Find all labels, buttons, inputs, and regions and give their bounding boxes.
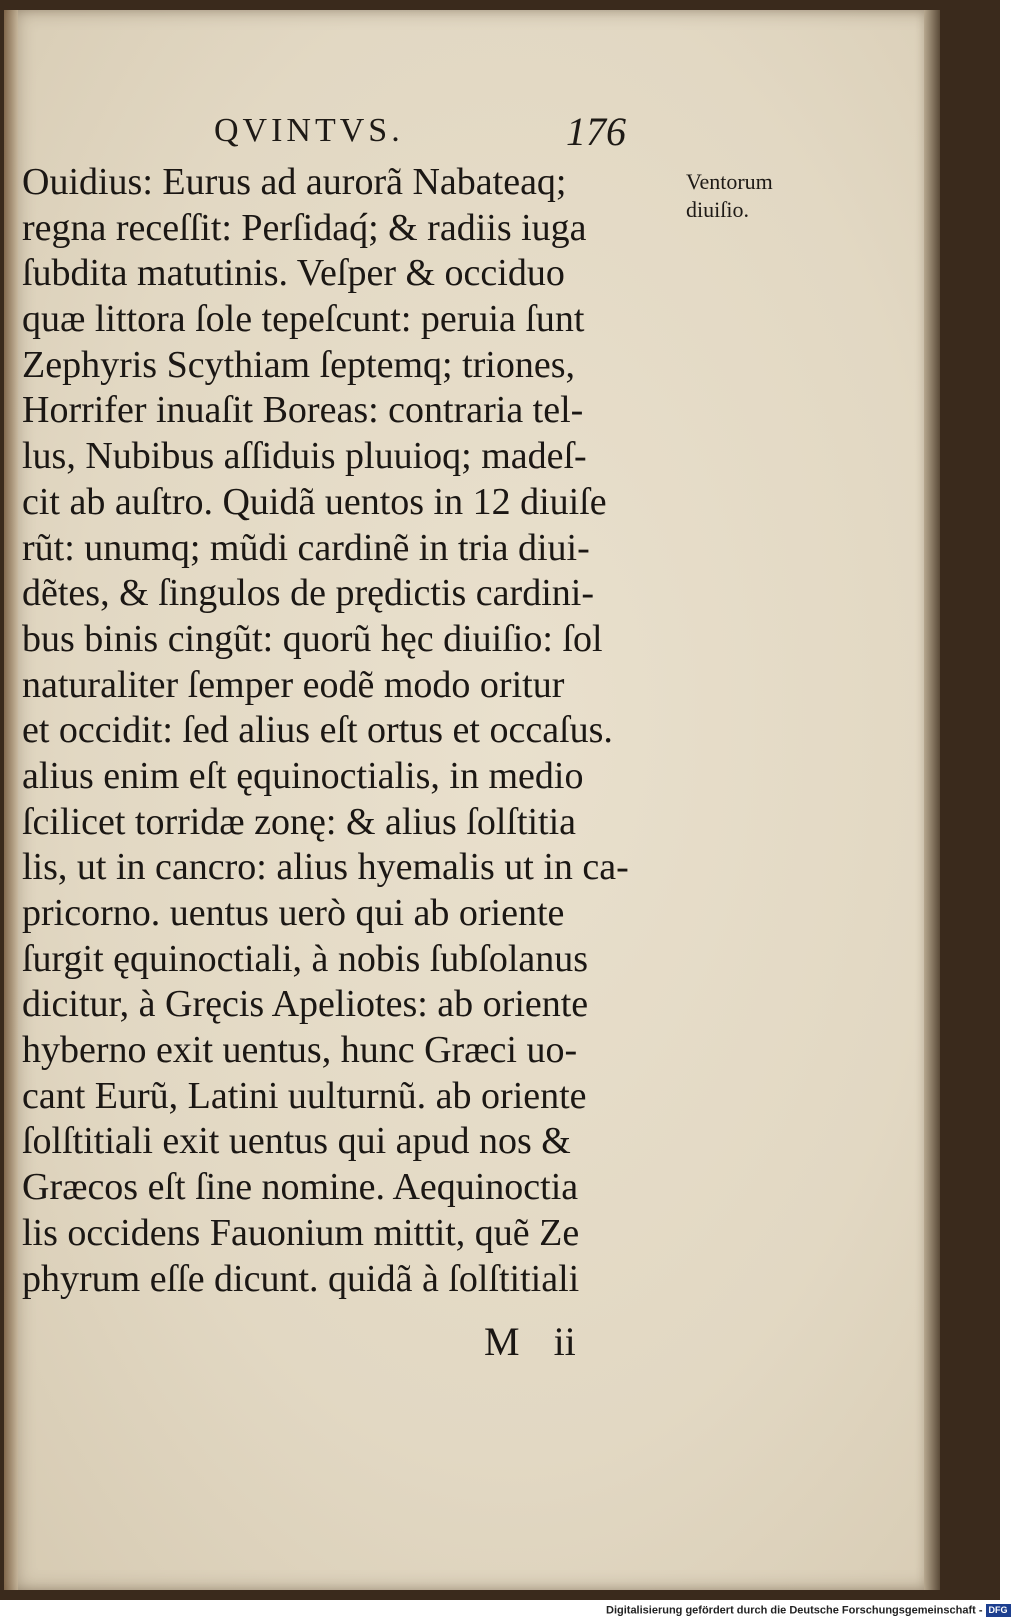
text-line: regna receſſit: Perſidaq́; & radiis iuga <box>22 206 587 249</box>
page-number: 176 <box>566 109 626 154</box>
text-line: Ouidius: Eurus ad aurorã Nabateaq; <box>22 161 567 203</box>
text-line: quæ littora ſole tepeſcunt: peruia ſunt <box>22 298 585 341</box>
text-line: Græcos eſt ſine nomine. Aequinoctia <box>22 1166 579 1209</box>
text-line: Horrifer inuaſit Boreas: contraria tel- <box>22 389 584 432</box>
dfg-logo: DFG <box>986 1604 1011 1617</box>
text-line: dẽtes, & ſingulos de prędictis cardini- <box>22 572 594 615</box>
text-line: lis, ut in cancro: alius hyemalis ut in ca- <box>22 846 629 889</box>
page-gutter <box>4 10 18 1590</box>
text-line: ſcilicet torridæ zonę: & alius ſolſtitia <box>22 800 577 843</box>
marginal-note-line: diuiſio. <box>686 197 749 222</box>
text-line: phyrum eſſe dicunt. quidã à ſolſtitiali <box>22 1257 580 1300</box>
signature-mark: M ii <box>484 1319 576 1364</box>
page-edge <box>924 10 940 1590</box>
text-line: alius enim eſt ęquinoctialis, in medio <box>22 754 584 797</box>
marginal-note-line: Ventorum <box>686 169 773 194</box>
text-line: ſolſtitiali exit uentus qui apud nos & <box>22 1120 571 1163</box>
text-line: ſubdita matutinis. Veſper & occiduo <box>22 252 565 295</box>
text-line: cit ab auſtro. Quidã uentos in 12 diuiſe <box>22 480 607 523</box>
text-line: bus binis cingũt: quorũ hęc diuiſio: ſol <box>22 617 603 660</box>
text-line: lus, Nubibus aſſiduis pluuioq; madeſ- <box>22 435 587 478</box>
text-line: dicitur, à Gręcis Apeliotes: ab oriente <box>22 983 589 1026</box>
text-line: cant Eurũ, Latini uulturnũ. ab oriente <box>22 1074 587 1117</box>
body-text <box>22 160 672 1302</box>
text-line: rũt: unumq; mũdi cardinẽ in tria diui- <box>22 526 590 569</box>
text-line: pricorno. uentus uerò qui ab oriente <box>22 892 565 934</box>
text-line: hyberno exit uentus, hunc Græci uo- <box>22 1029 578 1072</box>
text-line: et occidit: ſed alius eſt ortus et occaſus. <box>22 709 613 752</box>
marginal-note <box>686 168 836 224</box>
text-line: lis occidens Fauonium mittit, quẽ Ze <box>22 1211 580 1254</box>
page-header <box>0 109 1000 162</box>
text-line: Zephyris Scythiam ſeptemq; triones, <box>22 343 576 386</box>
digitization-credit <box>606 1604 1008 1622</box>
credit-text: Digitalisierung gefördert durch die Deutsche Forschungsgemeinschaft - <box>606 1604 983 1617</box>
text-line: ſurgit ęquinoctiali, à nobis ſubſolanus <box>22 937 589 980</box>
running-title: QVINTVS. <box>214 112 404 149</box>
text-line: naturaliter ſemper eodẽ modo oritur <box>22 663 565 706</box>
